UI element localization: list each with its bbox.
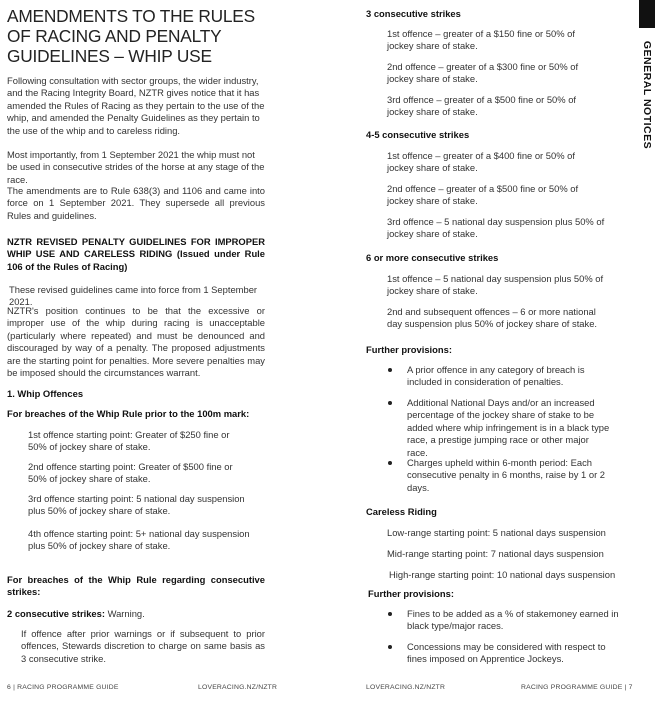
page-number: 7 [628,684,633,691]
six-strikes-heading: 6 or more consecutive strikes [366,252,499,263]
section-whip-offences: 1. Whip Offences [7,388,84,399]
three-strikes-offence-3: 3rd offence – greater of a $500 fine or 50% of jockey share of stake. [387,94,577,118]
three-strikes-heading: 3 consecutive strikes [366,8,461,19]
section-tab-marker [639,0,655,28]
three-strikes-offence-2: 2nd offence – greater of a $300 fine or 50% of jockey share of stake. [387,61,579,85]
revised-guidelines-text: These revised guidelines came into force from 1 September 2021. [9,284,258,308]
bullet-dot [388,612,392,616]
further2-provision-1: Fines to be added as a % of stakemoney earned in black type/major races. [407,608,619,632]
three-strikes-offence-1: 1st offence – greater of a $150 fine or 50% of jockey share of stake. [387,28,575,52]
bullet-dot [388,645,392,649]
four-strikes-offence-1: 1st offence – greater of a $400 fine or 50% of jockey share of stake. [387,150,575,174]
left-footer-url: LOVERACING.NZ/NZTR [198,684,278,691]
four-five-strikes-heading: 4-5 consecutive strikes [366,129,470,140]
intro-paragraph-2: Most importantly, from 1 September 2021 the whip must not be used in consecutive strides of the horse at any stage of the race. [7,149,265,185]
further-provisions-2-heading: Further provisions: [368,588,454,599]
prior-offence-4: 4th offence starting point: 5+ national day suspension plus 50% of jockey share of stake. [28,528,250,552]
prior-offence-2: 2nd offence starting point: Greater of $500 fine or 50% of jockey share of stake. [28,461,233,485]
left-footer-page [7,684,119,691]
careless-riding-heading: Careless Riding [366,506,437,517]
footer-separator: | [13,684,16,691]
further-provisions-heading: Further provisions: [366,344,452,355]
publication-name: RACING PROGRAMME GUIDE [521,684,623,691]
six-strikes-offence-2: 2nd and subsequent offences – 6 or more national day suspension plus 50% of jockey share of stake. [387,306,598,330]
two-strikes-label: 2 consecutive strikes: [7,608,105,619]
intro-paragraph-1: Following consultation with sector groups, the wider industry, and the Racing Integrity Board, NZTR gives notice that it has amended the Rules of Racing as they pertain to the use of the whip, and amended the Penalty Guidelines as they pertain to the use of the whip and to careless riding. [7,75,265,136]
footer-separator: | [624,684,627,691]
bullet-dot [388,461,392,465]
two-strikes-line [7,608,265,620]
page-title: AMENDMENTS TO THE RULES OF RACING AND PENALTY GUIDELINES – WHIP USE [7,6,255,66]
careless-mid-range: Mid-range starting point: 7 national days suspension [387,548,604,559]
careless-low-range: Low-range starting point: 5 national days suspension [387,527,606,538]
careless-high-range: High-range starting point: 10 national days suspension [389,569,616,580]
publication-name: RACING PROGRAMME GUIDE [17,684,119,691]
section-tab-label: GENERAL NOTICES [641,40,653,150]
further2-provision-2: Concessions may be considered with respect to fines imposed on Apprentice Jockeys. [407,641,606,665]
two-strikes-text: If offence after prior warnings or if subsequent to prior offences, Stewards discretion to charge on same basis as 3 consecutive strike. [21,628,265,664]
bullet-dot [388,401,392,405]
page-number: 6 [7,684,11,691]
nztr-position-text: NZTR's position continues to be that the excessive or improper use of the whip during racing is unacceptable (particularly where repeated) and must be denounced and discouraged by way of a penalty. The proposed adjustments are the starting point for penalties. More severe penalties may be imposed should the circumstances warrant. [7,305,265,379]
consecutive-strikes-heading: For breaches of the Whip Rule regarding consecutive strikes: [7,574,265,598]
intro-paragraph-3: The amendments are to Rule 638(3) and 1106 and came into force on 1 September 2021. They supersede all previous Rules and guidelines. [7,185,265,221]
four-strikes-offence-2: 2nd offence – greater of a $500 fine or 50% of jockey share of stake. [387,183,579,207]
further-provision-2: Additional National Days and/or an increased percentage of the jockey share of stake to be added where whip infringement is in a black type race, a prestige jumping race or other major race. [407,397,610,458]
penalty-guidelines-heading: NZTR REVISED PENALTY GUIDELINES FOR IMPROPER WHIP USE AND CARELESS RIDING (Issued under Rule 106 of the Rules of Racing) [7,236,265,272]
prior-100m-heading: For breaches of the Whip Rule prior to the 100m mark: [7,408,250,419]
right-footer-page [521,684,633,691]
two-strikes-value: Warning. [107,608,145,619]
right-footer-url: LOVERACING.NZ/NZTR [366,684,446,691]
further-provision-3: Charges upheld within 6-month period: Each consecutive penalty in 6 months, raise by 1 or 2 days. [407,457,606,493]
six-strikes-offence-1: 1st offence – 5 national day suspension plus 50% of jockey share of stake. [387,273,604,297]
further-provision-1: A prior offence in any category of breach is included in consideration of penalties. [407,364,585,388]
four-strikes-offence-3: 3rd offence – 5 national day suspension plus 50% of jockey share of stake. [387,216,605,240]
prior-offence-3: 3rd offence starting point: 5 national day suspension plus 50% of jockey share of stake. [28,493,245,517]
bullet-dot [388,368,392,372]
prior-offence-1: 1st offence starting point: Greater of $250 fine or 50% of jockey share of stake. [28,429,230,453]
